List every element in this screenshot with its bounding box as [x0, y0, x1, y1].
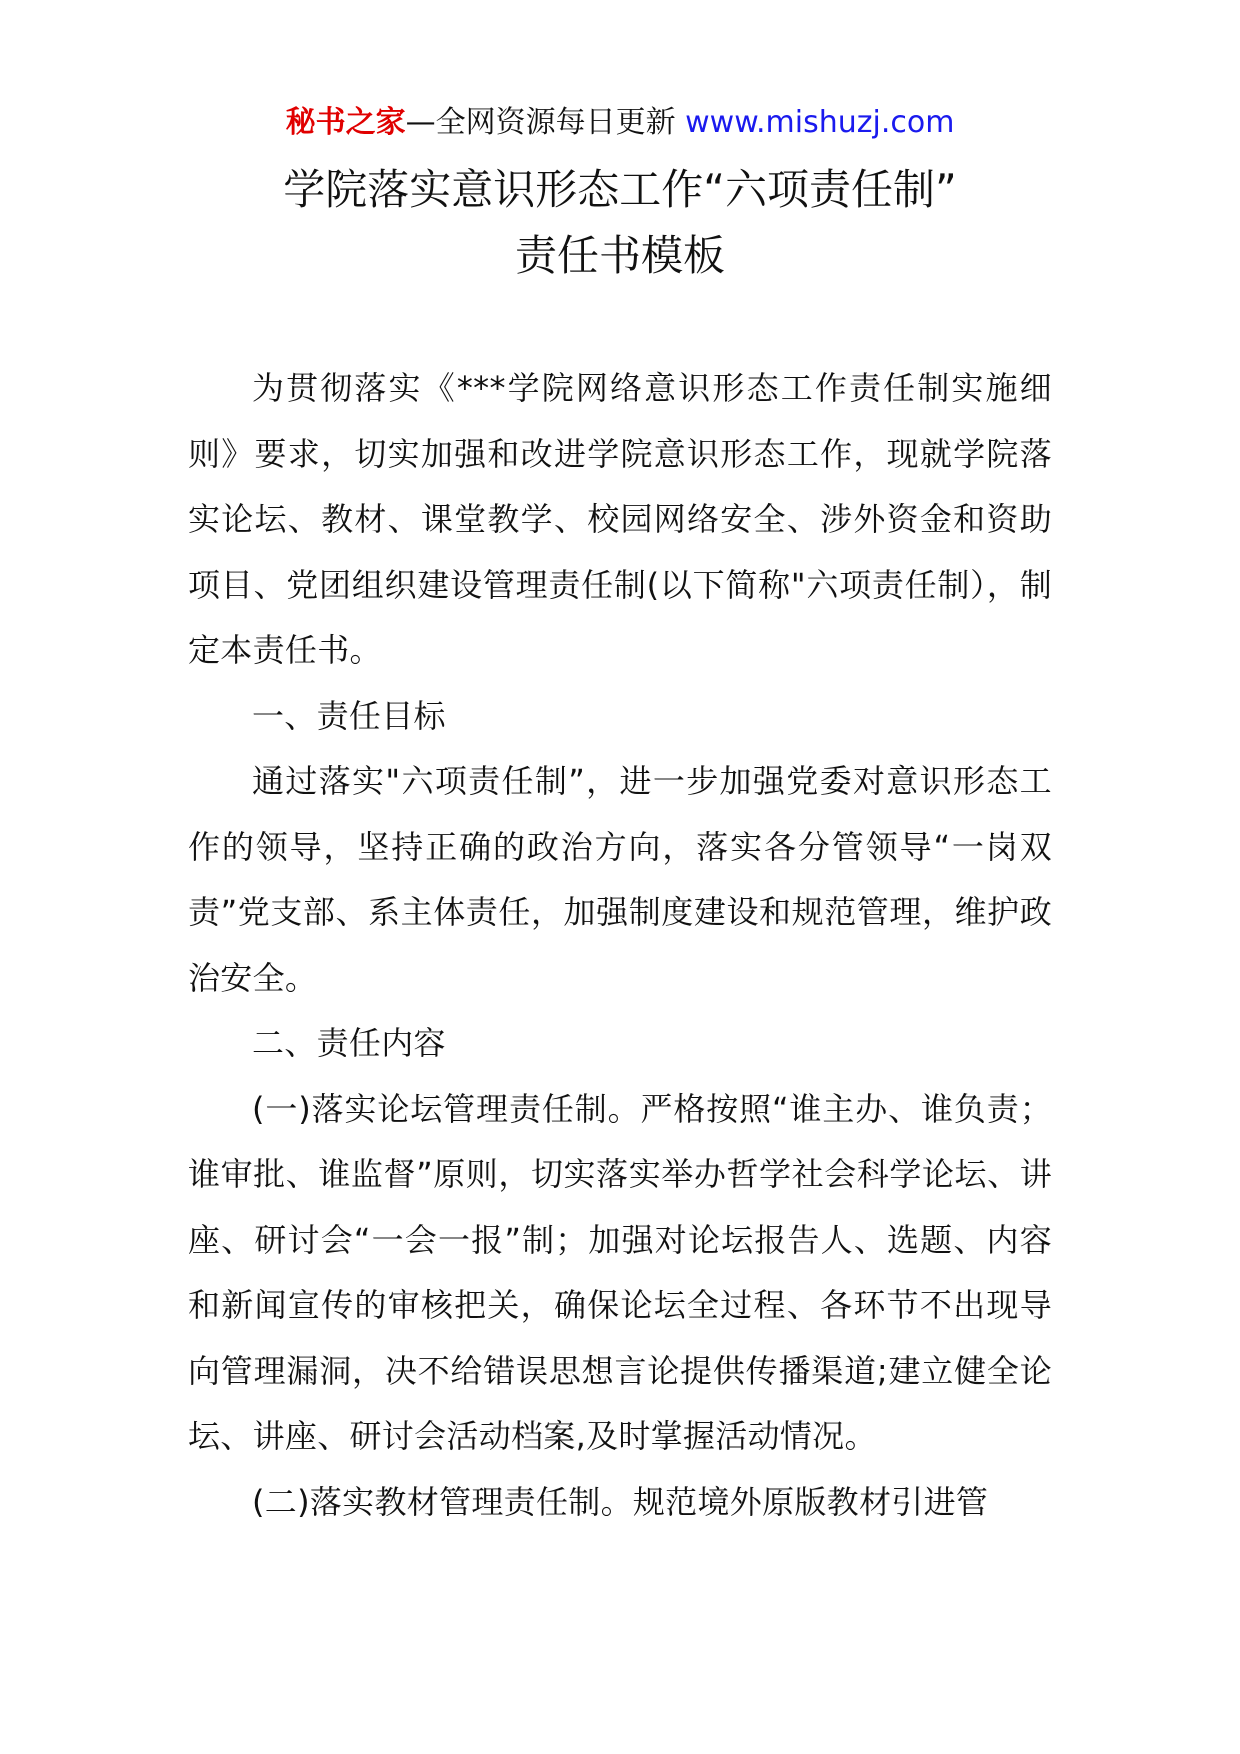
- document-body: [188, 356, 1052, 1535]
- forum-responsibility-paragraph: (一)落实论坛管理责任制。严格按照“谁主办、谁负责；谁审批、谁监督”原则，切实落实举办哲学社会科学论坛、讲座、研讨会“一会一报”制；加强对论坛报告人、选题、内容和新闻宣传的审核把关，确保论坛全过程、各环节不出现导向管理漏洞，决不给错误思想言论提供传播渠道;建立健全论坛、讲座、研讨会活动档案,及时掌握活动情况。: [188, 1089, 1052, 1455]
- goals-paragraph: 通过落实"六项责任制”，进一步加强党委对意识形态工作的领导，坚持正确的政治方向，落实各分管领导“一岗双责”党支部、系主体责任，加强制度建设和规范管理，维护政治安全。: [188, 762, 1052, 997]
- section-heading-content: 二、责任内容: [252, 1024, 446, 1062]
- site-url-link[interactable]: www.mishuzj.com: [685, 105, 955, 140]
- section-heading-goals: 一、责任目标: [252, 696, 446, 735]
- site-tagline: —全网资源每日更新: [405, 105, 676, 140]
- document-title-line-1: 学院落实意识形态工作“六项责任制”: [283, 165, 957, 214]
- intro-paragraph: 为贯彻落实《***学院网络意识形态工作责任制实施细则》要求，切实加强和改进学院意识形态工作，现就学院落实论坛、教材、课堂教学、校园网络安全、涉外资金和资助项目、党团组织建设管理责任制(以下简称"六项责任制），制定本责任书。: [188, 369, 1052, 669]
- document-title-line-2: 责任书模板: [514, 231, 725, 280]
- site-header: [0, 102, 1240, 144]
- textbook-responsibility-paragraph: (二)落实教材管理责任制。规范境外原版教材引进管: [252, 1482, 989, 1521]
- site-brand[interactable]: 秘书之家: [285, 105, 406, 140]
